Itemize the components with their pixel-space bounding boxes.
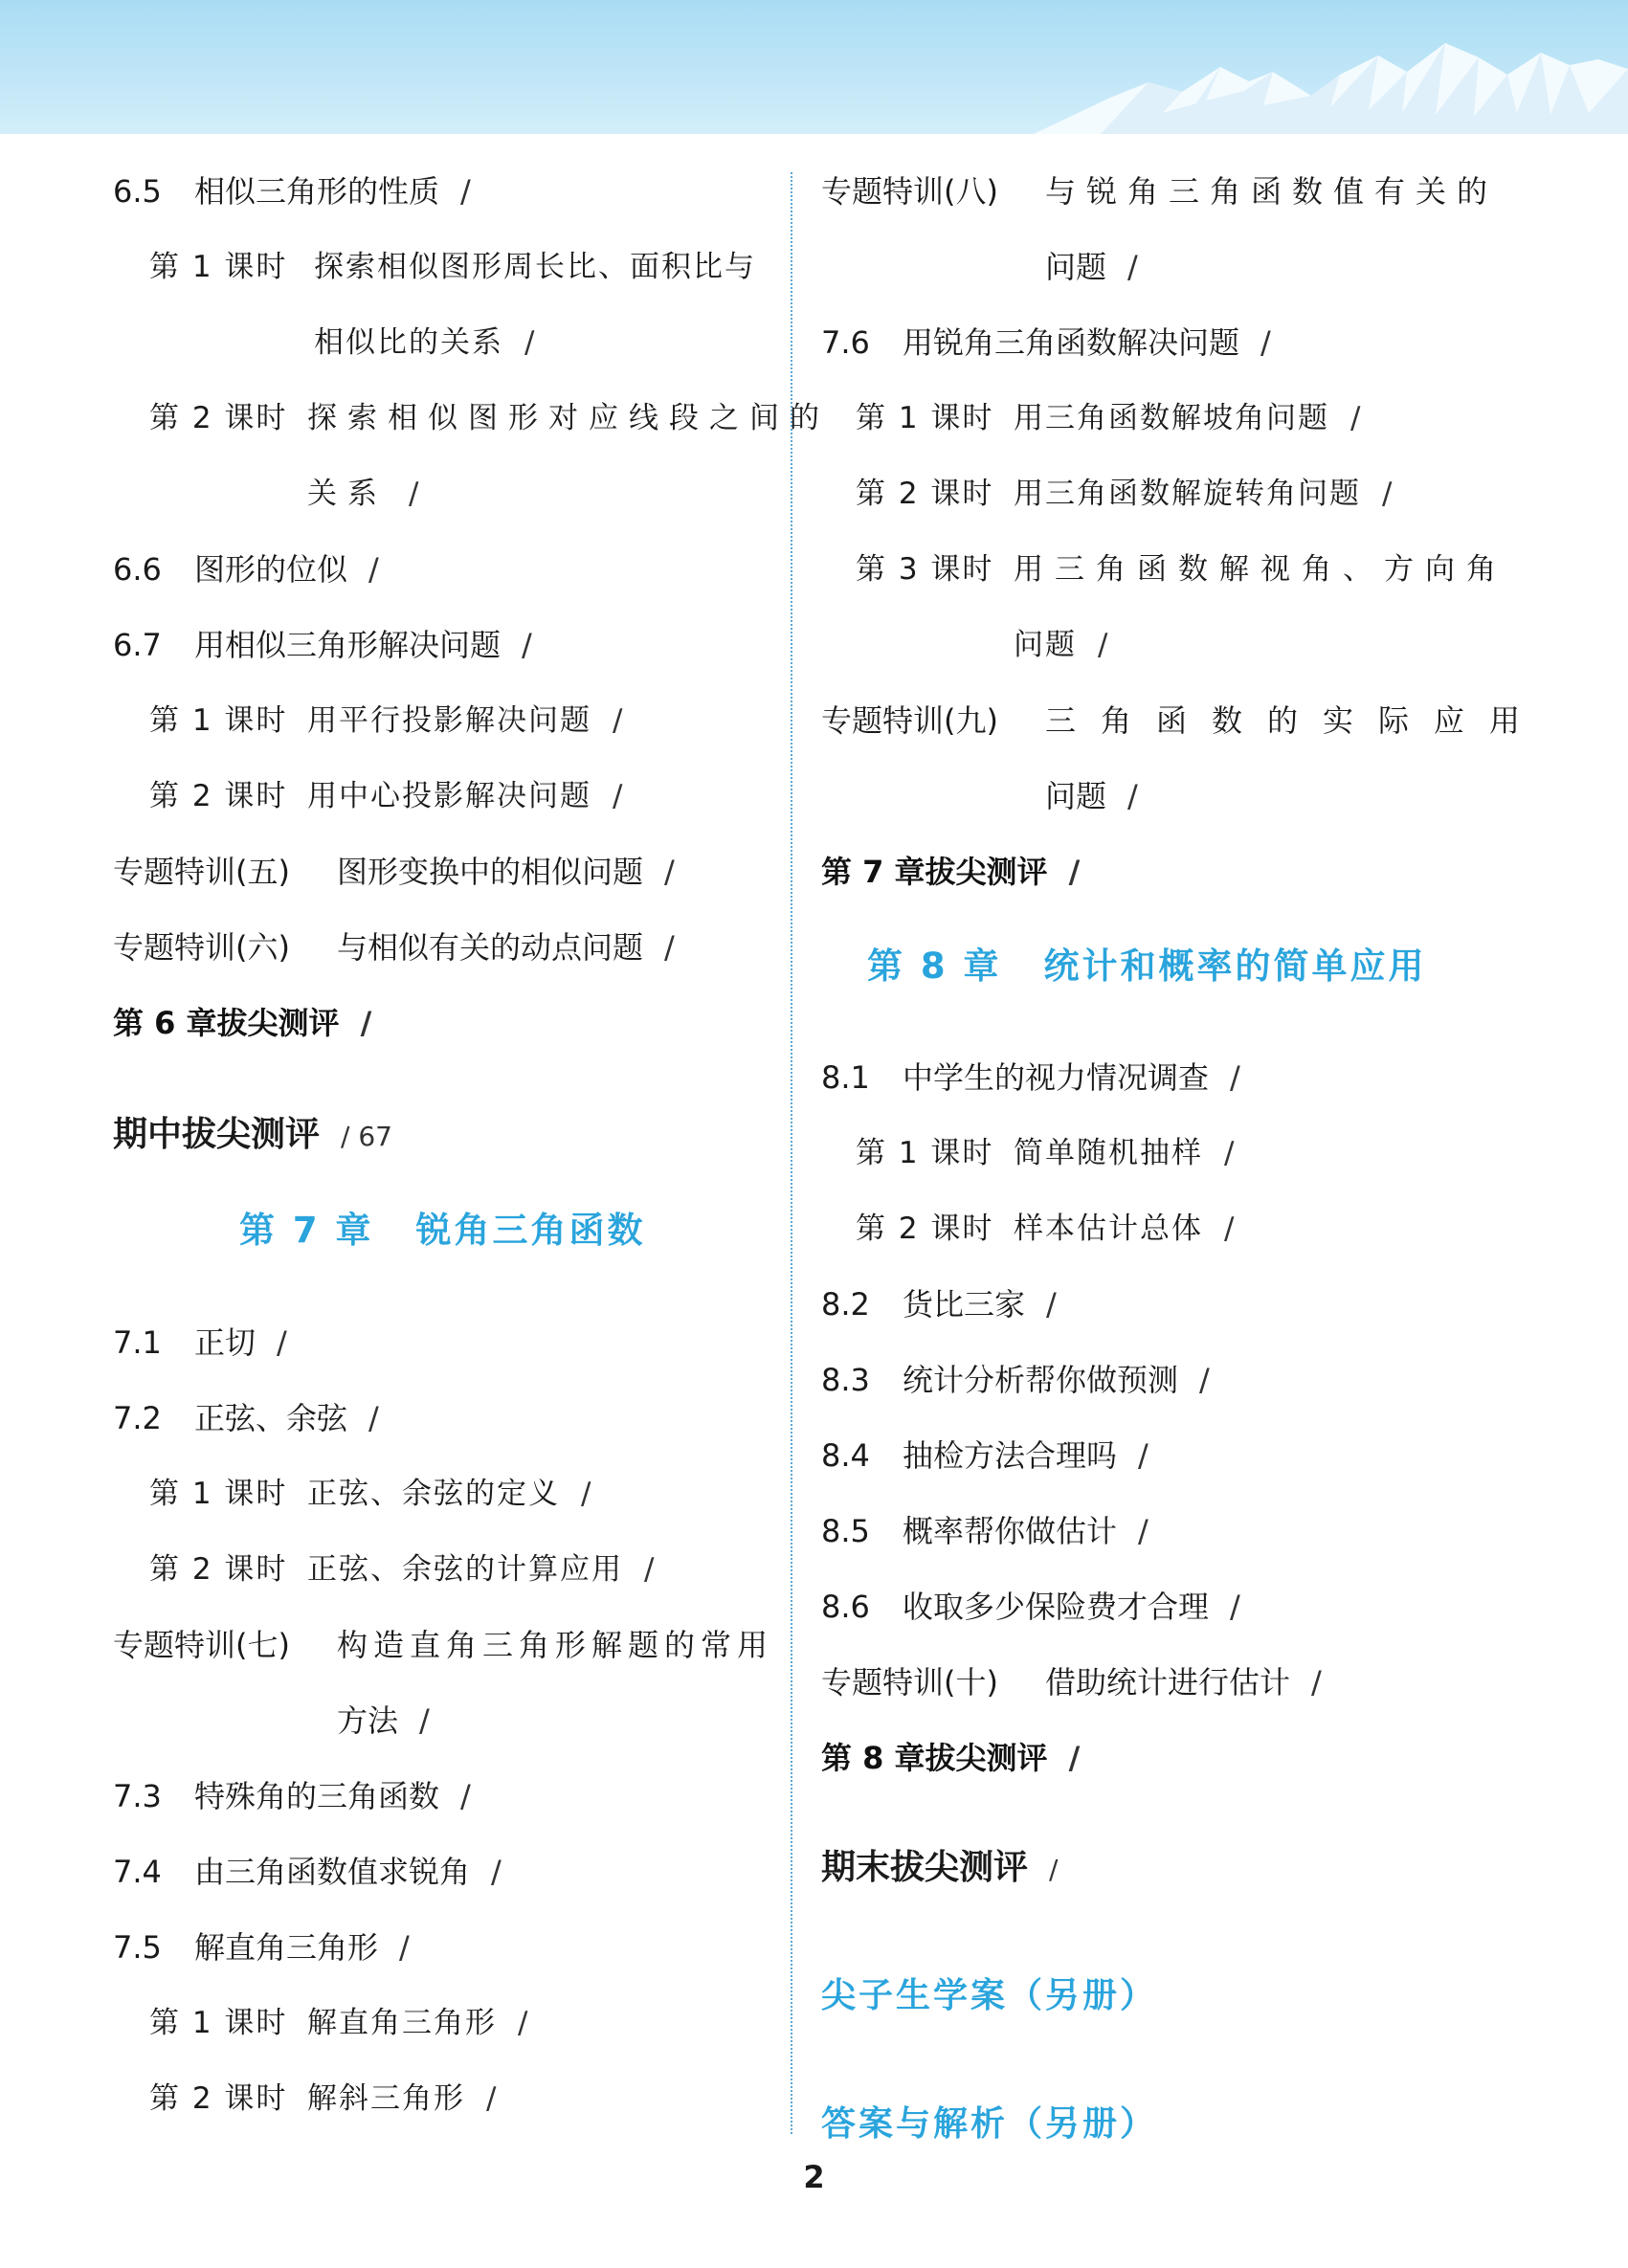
toc-lesson[interactable]: 第 1 课时 解直角三角形 /: [149, 2006, 530, 2040]
toc-test[interactable]: 第 8 章拔尖测评 /: [821, 1740, 1081, 1776]
toc-entry[interactable]: 8.1 中学生的视力情况调查 /: [821, 1059, 1240, 1096]
toc-answers[interactable]: 答案与解析（另册）: [821, 2104, 1158, 2144]
toc-lesson[interactable]: 第 2 课时 解斜三角形 /: [149, 2081, 499, 2116]
toc-final[interactable]: 期末拔尖测评 /: [821, 1848, 1059, 1887]
column-divider: [791, 172, 792, 2134]
toc-special-cont[interactable]: 方法 /: [337, 1702, 430, 1739]
toc-lesson[interactable]: 第 1 课时 用平行投影解决问题 /: [149, 703, 625, 738]
toc-special-cont[interactable]: 问题 /: [1045, 249, 1138, 285]
toc-lesson-cont[interactable]: 相似比的关系 /: [314, 325, 537, 360]
toc-entry[interactable]: 8.3 统计分析帮你做预测 /: [821, 1362, 1210, 1398]
toc-entry[interactable]: 7.3 特殊角的三角函数 /: [113, 1778, 471, 1814]
toc-lesson[interactable]: 第 1 课时 正弦、余弦的定义 /: [149, 1477, 593, 1511]
toc-entry[interactable]: 7.1 正切 /: [113, 1324, 287, 1361]
toc-entry[interactable]: 8.5 概率帮你做估计 /: [821, 1513, 1149, 1549]
toc-midterm[interactable]: 期中拔尖测评 / 67: [113, 1115, 392, 1154]
toc-entry[interactable]: 7.2 正弦、余弦 /: [113, 1400, 379, 1436]
toc-lesson-cont[interactable]: 关系 /: [307, 477, 421, 511]
toc-test[interactable]: 第 6 章拔尖测评 /: [113, 1005, 372, 1041]
toc-lesson[interactable]: 第 2 课时 样本估计总体 /: [856, 1212, 1237, 1246]
toc-lesson[interactable]: 第 3 课时 用三角函数解视角、方向角: [856, 552, 1507, 587]
toc-special-cont[interactable]: 问题 /: [1045, 778, 1138, 814]
toc-lesson[interactable]: 第 1 课时 用三角函数解坡角问题 /: [856, 401, 1363, 435]
toc-special[interactable]: 专题特训(七) 构造直角三角形解题的常用: [113, 1627, 774, 1663]
toc-lesson[interactable]: 第 2 课时 用中心投影解决问题 /: [149, 779, 625, 813]
toc-special[interactable]: 专题特训(五) 图形变换中的相似问题 /: [113, 854, 675, 890]
toc-entry[interactable]: 8.6 收取多少保险费才合理 /: [821, 1589, 1240, 1625]
toc-lesson[interactable]: 第 2 课时 正弦、余弦的计算应用 /: [149, 1552, 657, 1587]
toc-lesson-cont[interactable]: 问题 /: [1014, 628, 1110, 662]
toc-lesson[interactable]: 第 2 课时 用三角函数解旋转角问题 /: [856, 477, 1394, 511]
toc-entry[interactable]: 7.5 解直角三角形 /: [113, 1929, 410, 1966]
header-banner: [0, 0, 1628, 134]
toc-special[interactable]: 专题特训(八) 与锐角三角函数值有关的: [821, 173, 1499, 210]
toc-special[interactable]: 专题特训(六) 与相似有关的动点问题 /: [113, 929, 675, 966]
toc-test[interactable]: 第 7 章拔尖测评 /: [821, 854, 1081, 890]
chapter-heading: 第 8 章 统计和概率的简单应用: [867, 945, 1427, 987]
toc-entry[interactable]: 7.6 用锐角三角函数解决问题 /: [821, 324, 1271, 361]
toc-lesson[interactable]: 第 2 课时 探索相似图形对应线段之间的: [149, 401, 830, 435]
toc-lesson[interactable]: 第 1 课时 简单随机抽样 /: [856, 1136, 1237, 1170]
toc-supplement[interactable]: 尖子生学案（另册）: [821, 1976, 1158, 2015]
page-number: 2: [803, 2159, 825, 2195]
toc-entry[interactable]: 7.4 由三角函数值求锐角 /: [113, 1854, 502, 1890]
toc-entry[interactable]: 8.4 抽检方法合理吗 /: [821, 1437, 1149, 1474]
toc-entry[interactable]: 8.2 货比三家 /: [821, 1286, 1057, 1323]
toc-entry[interactable]: 6.7 用相似三角形解决问题 /: [113, 627, 532, 663]
toc-special[interactable]: 专题特训(九) 三角函数的实际应用: [821, 702, 1546, 739]
toc-entry[interactable]: 6.5 相似三角形的性质 /: [113, 173, 471, 210]
toc-special[interactable]: 专题特训(十) 借助统计进行估计 /: [821, 1664, 1322, 1701]
toc-entry[interactable]: 6.6 图形的位似 /: [113, 551, 379, 588]
toc-lesson[interactable]: 第 1 课时 探索相似图形周长比、面积比与: [149, 250, 756, 284]
chapter-heading: 第 7 章 锐角三角函数: [239, 1210, 646, 1251]
